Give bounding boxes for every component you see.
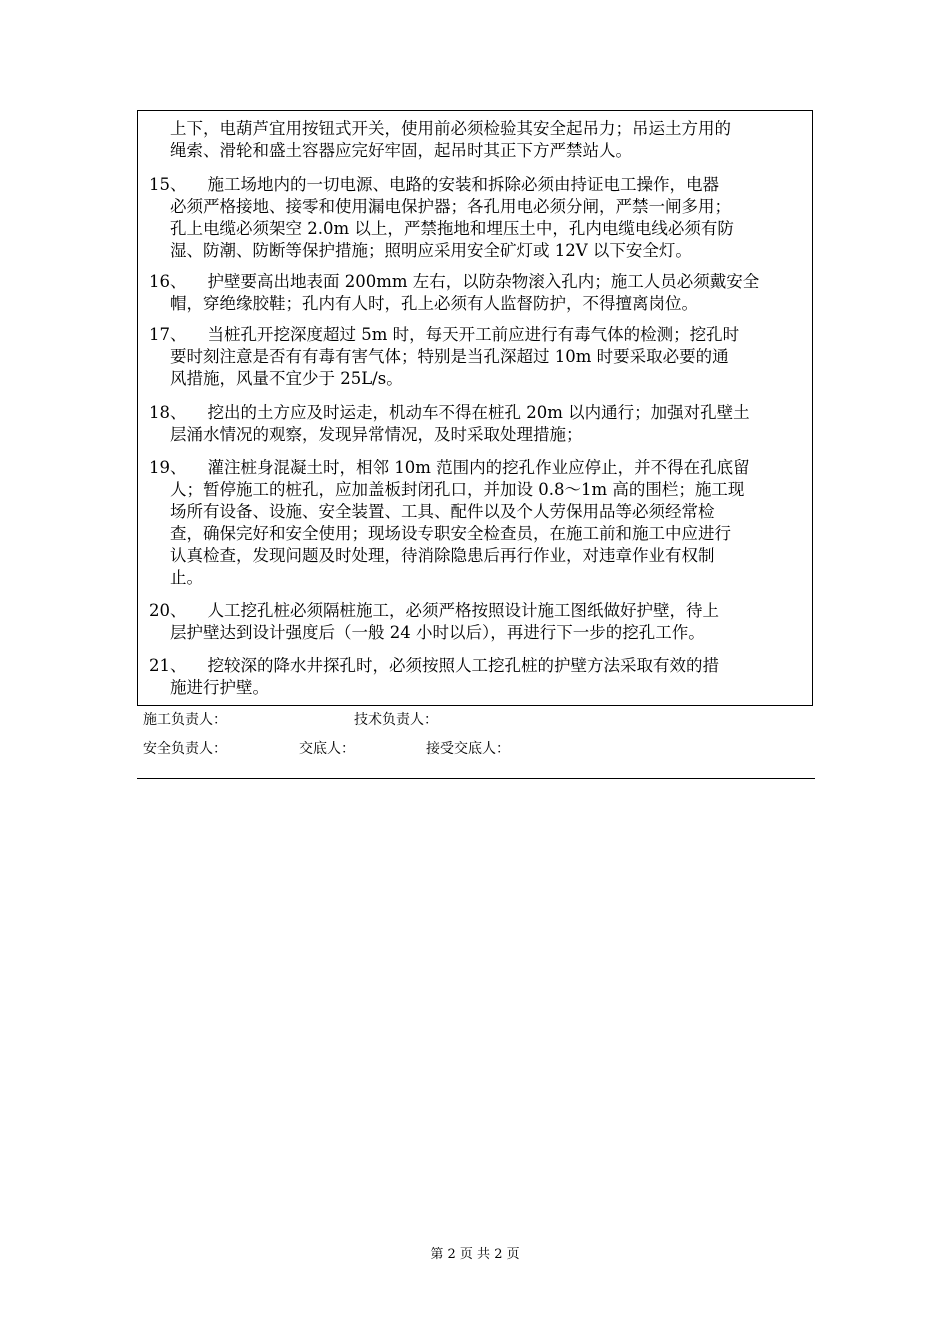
text-line: 帽，穿绝缘胶鞋；孔内有人时，孔上必须有人监督防护，不得擅离岗位。 [149,294,698,313]
text-line: 施进行护壁。 [149,678,269,697]
text-line: 认真检查，发现问题及时处理，待消除隐患后再行作业，对违章作业有权制 [149,546,715,565]
text-line: 15、 施工场地内的一切电源、电路的安装和拆除必须由持证电工操作，电器 [149,175,719,194]
page-number: 第 2 页 共 2 页 [430,1247,520,1262]
text-line: 20、 人工挖孔桩必须隔桩施工，必须严格按照设计施工图纸做好护壁，待上 [149,601,719,620]
text-line: 19、 灌注桩身混凝土时，相邻 10m 范围内的挖孔作业应停止，并不得在孔底留 [149,458,750,477]
text-line: 人；暂停施工的桩孔，应加盖板封闭孔口，并加设 0.8～1m 高的围栏；施工现 [149,480,745,499]
text-line: 16、 护壁要高出地表面 200mm 左右，以防杂物滚入孔内；施工人员必须戴安全 [149,272,760,291]
construction-lead-label: 施工负责人： [143,712,227,728]
text-line: 湿、防潮、防断等保护措施；照明应采用安全矿灯或 12V 以下安全灯。 [149,241,692,260]
text-line: 场所有设备、设施、安全装置、工具、配件以及个人劳保用品等必须经常检 [149,502,715,521]
text-line: 层涌水情况的观察，发现异常情况，及时采取处理措施； [149,425,583,444]
briefer-label: 交底人： [299,741,355,757]
text-line: 止。 [149,568,203,587]
text-line: 上下，电葫芦宜用按钮式开关，使用前必须检验其安全起吊力；吊运土方用的 [149,119,731,138]
recipient-label: 接受交底人： [426,741,510,757]
text-line: 孔上电缆必须架空 2.0m 以上，严禁拖地和埋压土中，孔内电缆电线必须有防 [149,219,734,238]
text-line: 绳索、滑轮和盛土容器应完好牢固，起吊时其正下方严禁站人。 [149,141,632,160]
text-line: 查，确保完好和安全使用；现场设专职安全检查员，在施工前和施工中应进行 [149,524,731,543]
text-line: 要时刻注意是否有有毒有害气体；特别是当孔深超过 10m 时要采取必要的通 [149,347,729,366]
text-line: 必须严格接地、接零和使用漏电保护器；各孔用电必须分闸，严禁一闸多用； [149,197,731,216]
text-line: 风措施，风量不宜少于 25L/s。 [149,369,403,388]
text-line: 层护壁达到设计强度后（一般 24 小时以后），再进行下一步的挖孔工作。 [149,623,705,642]
text-line: 21、 挖较深的降水井探孔时，必须按照人工挖孔桩的护壁方法采取有效的措 [149,656,719,675]
technical-lead-label: 技术负责人： [354,712,438,728]
signature-divider [137,778,815,779]
text-line: 17、 当桩孔开挖深度超过 5m 时，每天开工前应进行有毒气体的检测；挖孔时 [149,325,740,344]
text-line: 18、 挖出的土方应及时运走，机动车不得在桩孔 20m 以内通行；加强对孔壁土 [149,403,750,422]
safety-lead-label: 安全负责人： [143,741,227,757]
